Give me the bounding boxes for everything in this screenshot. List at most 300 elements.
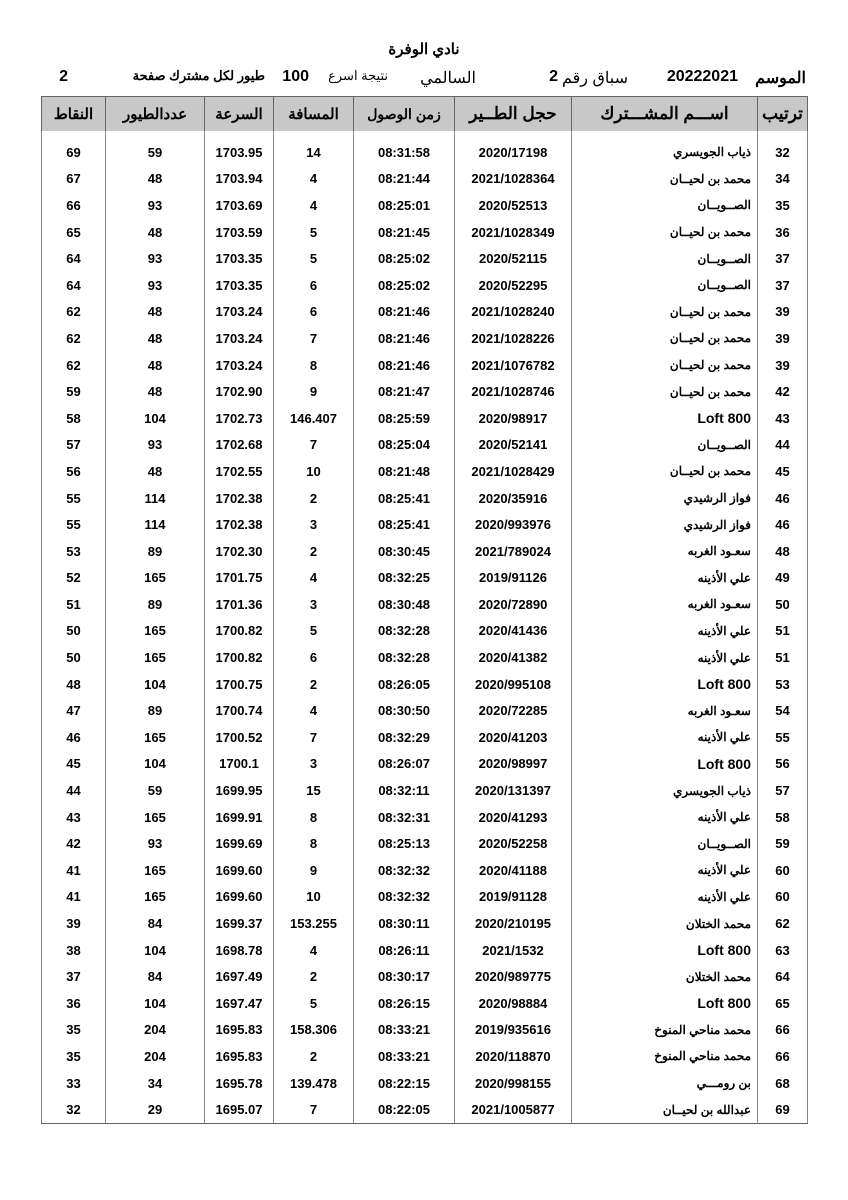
cell-arrival: 08:25:13 bbox=[354, 830, 455, 857]
cell-distance: 4 bbox=[274, 192, 354, 219]
cell-birds: 165 bbox=[106, 857, 205, 884]
cell-birds: 93 bbox=[106, 272, 205, 299]
cell-ring: 2021/1028746 bbox=[455, 378, 572, 405]
cell-speed: 1703.59 bbox=[205, 219, 274, 246]
table-row bbox=[42, 219, 808, 246]
cell-distance: 2 bbox=[274, 485, 354, 512]
cell-birds: 48 bbox=[106, 378, 205, 405]
cell-ring: 2021/1028364 bbox=[455, 166, 572, 193]
cell-speed: 1699.60 bbox=[205, 857, 274, 884]
cell-birds: 59 bbox=[106, 777, 205, 804]
cell-rank: 36 bbox=[758, 219, 808, 246]
table-row bbox=[42, 352, 808, 379]
cell-name: Loft 800 bbox=[572, 405, 758, 432]
cell-rank: 58 bbox=[758, 804, 808, 831]
table-header-row bbox=[42, 97, 808, 132]
cell-name: محمد بن لحيــان bbox=[572, 352, 758, 379]
cell-speed: 1703.95 bbox=[205, 139, 274, 166]
cell-name: Loft 800 bbox=[572, 671, 758, 698]
cell-arrival: 08:32:28 bbox=[354, 644, 455, 671]
cell-name: الصــويــان bbox=[572, 272, 758, 299]
results-body bbox=[42, 131, 808, 1123]
cell-points: 35 bbox=[42, 1017, 106, 1044]
cell-ring: 2020/118870 bbox=[455, 1043, 572, 1070]
cell-arrival: 08:25:41 bbox=[354, 485, 455, 512]
cell-speed: 1699.60 bbox=[205, 884, 274, 911]
cell-arrival: 08:21:48 bbox=[354, 458, 455, 485]
cell-arrival: 08:33:21 bbox=[354, 1017, 455, 1044]
cell-speed: 1700.1 bbox=[205, 751, 274, 778]
cell-speed: 1700.74 bbox=[205, 697, 274, 724]
cell-arrival: 08:30:11 bbox=[354, 910, 455, 937]
cell-rank: 48 bbox=[758, 538, 808, 565]
cell-points: 62 bbox=[42, 325, 106, 352]
cell-name: ذياب الجويسري bbox=[572, 777, 758, 804]
cell-birds: 59 bbox=[106, 139, 205, 166]
race-number: 2 bbox=[549, 68, 558, 85]
cell-name: محمد بن لحيــان bbox=[572, 458, 758, 485]
cell-arrival: 08:33:21 bbox=[354, 1043, 455, 1070]
cell-ring: 2019/91128 bbox=[455, 884, 572, 911]
table-row bbox=[42, 565, 808, 592]
cell-rank: 57 bbox=[758, 777, 808, 804]
cell-rank: 59 bbox=[758, 830, 808, 857]
cell-ring: 2020/998155 bbox=[455, 1070, 572, 1097]
cell-ring: 2020/41293 bbox=[455, 804, 572, 831]
cell-arrival: 08:26:11 bbox=[354, 937, 455, 964]
cell-points: 59 bbox=[42, 378, 106, 405]
table-row bbox=[42, 671, 808, 698]
cell-ring: 2020/52258 bbox=[455, 830, 572, 857]
cell-ring: 2020/989775 bbox=[455, 963, 572, 990]
cell-rank: 45 bbox=[758, 458, 808, 485]
cell-name: علي الأذينه bbox=[572, 857, 758, 884]
cell-rank: 39 bbox=[758, 352, 808, 379]
cell-name: سعـود الغربه bbox=[572, 697, 758, 724]
cell-ring: 2020/131397 bbox=[455, 777, 572, 804]
cell-rank: 51 bbox=[758, 618, 808, 645]
results-table bbox=[41, 96, 808, 1124]
cell-rank: 44 bbox=[758, 432, 808, 459]
cell-distance: 9 bbox=[274, 378, 354, 405]
cell-speed: 1699.95 bbox=[205, 777, 274, 804]
cell-name: علي الأذينه bbox=[572, 565, 758, 592]
cell-ring: 2020/98884 bbox=[455, 990, 572, 1017]
cell-rank: 64 bbox=[758, 963, 808, 990]
cell-arrival: 08:26:05 bbox=[354, 671, 455, 698]
cell-points: 37 bbox=[42, 963, 106, 990]
cell-ring: 2021/1028429 bbox=[455, 458, 572, 485]
cell-birds: 104 bbox=[106, 671, 205, 698]
cell-speed: 1703.24 bbox=[205, 325, 274, 352]
club-title: نادي الوفرة bbox=[388, 41, 460, 58]
cell-distance: 10 bbox=[274, 458, 354, 485]
cell-rank: 63 bbox=[758, 937, 808, 964]
table-row bbox=[42, 830, 808, 857]
cell-speed: 1698.78 bbox=[205, 937, 274, 964]
cell-distance: 146.407 bbox=[274, 405, 354, 432]
cell-arrival: 08:25:04 bbox=[354, 432, 455, 459]
cell-points: 64 bbox=[42, 245, 106, 272]
table-row bbox=[42, 538, 808, 565]
cell-rank: 51 bbox=[758, 644, 808, 671]
cell-points: 56 bbox=[42, 458, 106, 485]
table-row bbox=[42, 299, 808, 326]
cell-arrival: 08:32:11 bbox=[354, 777, 455, 804]
cell-name: ذياب الجويسري bbox=[572, 139, 758, 166]
table-row bbox=[42, 724, 808, 751]
cell-distance: 4 bbox=[274, 697, 354, 724]
cell-distance: 8 bbox=[274, 352, 354, 379]
cell-name: فواز الرشيدي bbox=[572, 485, 758, 512]
cell-speed: 1702.68 bbox=[205, 432, 274, 459]
cell-distance: 10 bbox=[274, 884, 354, 911]
cell-distance: 5 bbox=[274, 618, 354, 645]
table-row bbox=[42, 910, 808, 937]
cell-name: الصــويــان bbox=[572, 192, 758, 219]
cell-speed: 1699.37 bbox=[205, 910, 274, 937]
cell-rank: 69 bbox=[758, 1096, 808, 1123]
cell-birds: 84 bbox=[106, 963, 205, 990]
cell-arrival: 08:21:45 bbox=[354, 219, 455, 246]
cell-arrival: 08:25:02 bbox=[354, 245, 455, 272]
cell-ring: 2020/41436 bbox=[455, 618, 572, 645]
cell-birds: 29 bbox=[106, 1096, 205, 1123]
cell-birds: 89 bbox=[106, 591, 205, 618]
cell-speed: 1702.90 bbox=[205, 378, 274, 405]
cell-ring: 2020/210195 bbox=[455, 910, 572, 937]
cell-name: Loft 800 bbox=[572, 937, 758, 964]
cell-points: 55 bbox=[42, 485, 106, 512]
cell-speed: 1697.47 bbox=[205, 990, 274, 1017]
cell-distance: 3 bbox=[274, 511, 354, 538]
table-row bbox=[42, 857, 808, 884]
cell-ring: 2019/91126 bbox=[455, 565, 572, 592]
cell-name: علي الأذينه bbox=[572, 724, 758, 751]
cell-birds: 93 bbox=[106, 830, 205, 857]
cell-speed: 1695.07 bbox=[205, 1096, 274, 1123]
cell-arrival: 08:32:32 bbox=[354, 884, 455, 911]
cell-name: الصــويــان bbox=[572, 830, 758, 857]
cell-speed: 1700.75 bbox=[205, 671, 274, 698]
cell-name: محمد بن لحيــان bbox=[572, 166, 758, 193]
cell-speed: 1700.82 bbox=[205, 618, 274, 645]
cell-rank: 37 bbox=[758, 245, 808, 272]
per-page-label: طيور لكل مشترك صفحة bbox=[132, 68, 265, 83]
cell-ring: 2020/41382 bbox=[455, 644, 572, 671]
table-row bbox=[42, 751, 808, 778]
cell-speed: 1702.38 bbox=[205, 485, 274, 512]
season-value: 20222021 bbox=[666, 68, 738, 85]
cell-points: 55 bbox=[42, 511, 106, 538]
cell-name: الصــويــان bbox=[572, 245, 758, 272]
cell-distance: 3 bbox=[274, 591, 354, 618]
cell-points: 33 bbox=[42, 1070, 106, 1097]
table-row bbox=[42, 166, 808, 193]
col-birds-header: عددالطيور bbox=[106, 97, 205, 132]
cell-ring: 2020/993976 bbox=[455, 511, 572, 538]
col-points-header: النقاط bbox=[42, 97, 106, 132]
cell-name: الصــويــان bbox=[572, 432, 758, 459]
cell-rank: 35 bbox=[758, 192, 808, 219]
race-info-bar bbox=[40, 68, 806, 90]
cell-distance: 9 bbox=[274, 857, 354, 884]
cell-birds: 48 bbox=[106, 166, 205, 193]
cell-points: 69 bbox=[42, 139, 106, 166]
cell-arrival: 08:30:17 bbox=[354, 963, 455, 990]
fastest-value: 100 bbox=[282, 68, 309, 85]
cell-rank: 42 bbox=[758, 378, 808, 405]
cell-points: 39 bbox=[42, 910, 106, 937]
cell-speed: 1700.82 bbox=[205, 644, 274, 671]
table-row bbox=[42, 697, 808, 724]
season-label: الموسم bbox=[755, 70, 806, 87]
cell-points: 65 bbox=[42, 219, 106, 246]
cell-rank: 60 bbox=[758, 884, 808, 911]
cell-birds: 165 bbox=[106, 724, 205, 751]
cell-points: 41 bbox=[42, 884, 106, 911]
table-row bbox=[42, 432, 808, 459]
table-row bbox=[42, 139, 808, 166]
cell-arrival: 08:30:45 bbox=[354, 538, 455, 565]
cell-ring: 2020/35916 bbox=[455, 485, 572, 512]
cell-birds: 165 bbox=[106, 618, 205, 645]
cell-ring: 2021/1076782 bbox=[455, 352, 572, 379]
cell-name: علي الأذينه bbox=[572, 644, 758, 671]
cell-distance: 2 bbox=[274, 671, 354, 698]
cell-rank: 54 bbox=[758, 697, 808, 724]
cell-rank: 60 bbox=[758, 857, 808, 884]
cell-points: 47 bbox=[42, 697, 106, 724]
cell-rank: 46 bbox=[758, 511, 808, 538]
cell-distance: 7 bbox=[274, 1096, 354, 1123]
cell-points: 50 bbox=[42, 618, 106, 645]
cell-birds: 104 bbox=[106, 405, 205, 432]
cell-arrival: 08:25:59 bbox=[354, 405, 455, 432]
cell-points: 62 bbox=[42, 299, 106, 326]
cell-rank: 43 bbox=[758, 405, 808, 432]
fastest-label: نتيجة اسرع bbox=[328, 68, 388, 83]
table-row bbox=[42, 272, 808, 299]
cell-distance: 4 bbox=[274, 166, 354, 193]
cell-speed: 1703.35 bbox=[205, 272, 274, 299]
cell-rank: 66 bbox=[758, 1043, 808, 1070]
cell-birds: 48 bbox=[106, 458, 205, 485]
cell-points: 67 bbox=[42, 166, 106, 193]
cell-points: 36 bbox=[42, 990, 106, 1017]
cell-distance: 158.306 bbox=[274, 1017, 354, 1044]
cell-points: 44 bbox=[42, 777, 106, 804]
col-ring-header: حجل الطــير bbox=[455, 97, 572, 132]
cell-arrival: 08:22:05 bbox=[354, 1096, 455, 1123]
table-row bbox=[42, 1043, 808, 1070]
cell-birds: 89 bbox=[106, 538, 205, 565]
table-row bbox=[42, 1096, 808, 1123]
cell-ring: 2021/789024 bbox=[455, 538, 572, 565]
table-row bbox=[42, 804, 808, 831]
cell-arrival: 08:32:31 bbox=[354, 804, 455, 831]
cell-name: سعـود الغربه bbox=[572, 538, 758, 565]
cell-birds: 104 bbox=[106, 937, 205, 964]
cell-arrival: 08:25:41 bbox=[354, 511, 455, 538]
cell-birds: 93 bbox=[106, 432, 205, 459]
cell-speed: 1695.83 bbox=[205, 1017, 274, 1044]
cell-distance: 7 bbox=[274, 325, 354, 352]
cell-rank: 34 bbox=[758, 166, 808, 193]
cell-name: بن رومـــي bbox=[572, 1070, 758, 1097]
cell-ring: 2020/52513 bbox=[455, 192, 572, 219]
cell-ring: 2020/52141 bbox=[455, 432, 572, 459]
table-row bbox=[42, 1070, 808, 1097]
cell-ring: 2021/1028349 bbox=[455, 219, 572, 246]
cell-distance: 8 bbox=[274, 830, 354, 857]
cell-birds: 104 bbox=[106, 751, 205, 778]
table-row bbox=[42, 618, 808, 645]
cell-distance: 6 bbox=[274, 644, 354, 671]
cell-distance: 6 bbox=[274, 272, 354, 299]
table-row bbox=[42, 458, 808, 485]
cell-rank: 39 bbox=[758, 325, 808, 352]
table-row bbox=[42, 325, 808, 352]
cell-distance: 4 bbox=[274, 565, 354, 592]
cell-arrival: 08:26:07 bbox=[354, 751, 455, 778]
cell-ring: 2020/98917 bbox=[455, 405, 572, 432]
cell-rank: 53 bbox=[758, 671, 808, 698]
cell-points: 43 bbox=[42, 804, 106, 831]
cell-distance: 153.255 bbox=[274, 910, 354, 937]
cell-distance: 7 bbox=[274, 432, 354, 459]
cell-arrival: 08:21:44 bbox=[354, 166, 455, 193]
cell-ring: 2020/41203 bbox=[455, 724, 572, 751]
cell-points: 41 bbox=[42, 857, 106, 884]
cell-speed: 1699.91 bbox=[205, 804, 274, 831]
table-row bbox=[42, 990, 808, 1017]
cell-rank: 68 bbox=[758, 1070, 808, 1097]
cell-points: 46 bbox=[42, 724, 106, 751]
cell-ring: 2020/41188 bbox=[455, 857, 572, 884]
cell-speed: 1700.52 bbox=[205, 724, 274, 751]
cell-speed: 1695.83 bbox=[205, 1043, 274, 1070]
cell-arrival: 08:32:32 bbox=[354, 857, 455, 884]
cell-arrival: 08:21:47 bbox=[354, 378, 455, 405]
col-distance-header: المسافة bbox=[274, 97, 354, 132]
cell-ring: 2020/98997 bbox=[455, 751, 572, 778]
cell-name: Loft 800 bbox=[572, 990, 758, 1017]
cell-birds: 114 bbox=[106, 485, 205, 512]
cell-rank: 39 bbox=[758, 299, 808, 326]
cell-points: 53 bbox=[42, 538, 106, 565]
cell-distance: 14 bbox=[274, 139, 354, 166]
cell-points: 32 bbox=[42, 1096, 106, 1123]
cell-ring: 2020/995108 bbox=[455, 671, 572, 698]
table-row bbox=[42, 245, 808, 272]
cell-arrival: 08:32:28 bbox=[354, 618, 455, 645]
cell-speed: 1703.35 bbox=[205, 245, 274, 272]
cell-ring: 2020/52295 bbox=[455, 272, 572, 299]
cell-arrival: 08:21:46 bbox=[354, 325, 455, 352]
table-row bbox=[42, 591, 808, 618]
cell-ring: 2021/1532 bbox=[455, 937, 572, 964]
cell-arrival: 08:25:01 bbox=[354, 192, 455, 219]
cell-distance: 15 bbox=[274, 777, 354, 804]
cell-rank: 49 bbox=[758, 565, 808, 592]
col-rank-header: ترتيب bbox=[758, 97, 808, 132]
cell-points: 51 bbox=[42, 591, 106, 618]
table-row bbox=[42, 963, 808, 990]
cell-speed: 1701.36 bbox=[205, 591, 274, 618]
cell-distance: 2 bbox=[274, 1043, 354, 1070]
table-row bbox=[42, 1017, 808, 1044]
cell-points: 62 bbox=[42, 352, 106, 379]
cell-distance: 4 bbox=[274, 937, 354, 964]
table-row bbox=[42, 405, 808, 432]
cell-points: 35 bbox=[42, 1043, 106, 1070]
cell-birds: 48 bbox=[106, 219, 205, 246]
cell-arrival: 08:26:15 bbox=[354, 990, 455, 1017]
cell-ring: 2020/72890 bbox=[455, 591, 572, 618]
location: السالمي bbox=[420, 70, 476, 87]
cell-points: 57 bbox=[42, 432, 106, 459]
cell-rank: 50 bbox=[758, 591, 808, 618]
cell-distance: 139.478 bbox=[274, 1070, 354, 1097]
cell-arrival: 08:25:02 bbox=[354, 272, 455, 299]
cell-points: 66 bbox=[42, 192, 106, 219]
cell-arrival: 08:30:50 bbox=[354, 697, 455, 724]
table-row bbox=[42, 884, 808, 911]
table-row bbox=[42, 485, 808, 512]
table-row bbox=[42, 511, 808, 538]
cell-ring: 2020/17198 bbox=[455, 139, 572, 166]
cell-birds: 204 bbox=[106, 1043, 205, 1070]
cell-points: 52 bbox=[42, 565, 106, 592]
col-speed-header: السرعة bbox=[205, 97, 274, 132]
cell-speed: 1702.38 bbox=[205, 511, 274, 538]
cell-ring: 2019/935616 bbox=[455, 1017, 572, 1044]
cell-points: 58 bbox=[42, 405, 106, 432]
cell-speed: 1703.24 bbox=[205, 299, 274, 326]
cell-rank: 37 bbox=[758, 272, 808, 299]
cell-birds: 165 bbox=[106, 884, 205, 911]
cell-distance: 6 bbox=[274, 299, 354, 326]
cell-birds: 165 bbox=[106, 565, 205, 592]
cell-distance: 8 bbox=[274, 804, 354, 831]
cell-birds: 34 bbox=[106, 1070, 205, 1097]
cell-birds: 165 bbox=[106, 644, 205, 671]
cell-birds: 104 bbox=[106, 990, 205, 1017]
cell-speed: 1695.78 bbox=[205, 1070, 274, 1097]
cell-name: محمد الختلان bbox=[572, 910, 758, 937]
table-row bbox=[42, 777, 808, 804]
cell-birds: 48 bbox=[106, 352, 205, 379]
col-name-header: اســـم المشـــترك bbox=[572, 97, 758, 132]
cell-rank: 62 bbox=[758, 910, 808, 937]
cell-points: 45 bbox=[42, 751, 106, 778]
cell-birds: 48 bbox=[106, 299, 205, 326]
col-arrival-header: زمن الوصول bbox=[354, 97, 455, 132]
cell-name: سعـود الغربه bbox=[572, 591, 758, 618]
cell-points: 48 bbox=[42, 671, 106, 698]
cell-ring: 2021/1005877 bbox=[455, 1096, 572, 1123]
cell-distance: 2 bbox=[274, 538, 354, 565]
cell-distance: 3 bbox=[274, 751, 354, 778]
cell-speed: 1702.73 bbox=[205, 405, 274, 432]
cell-points: 64 bbox=[42, 272, 106, 299]
cell-speed: 1702.55 bbox=[205, 458, 274, 485]
cell-birds: 84 bbox=[106, 910, 205, 937]
cell-name: محمد بن لحيــان bbox=[572, 325, 758, 352]
cell-rank: 32 bbox=[758, 139, 808, 166]
cell-distance: 5 bbox=[274, 219, 354, 246]
